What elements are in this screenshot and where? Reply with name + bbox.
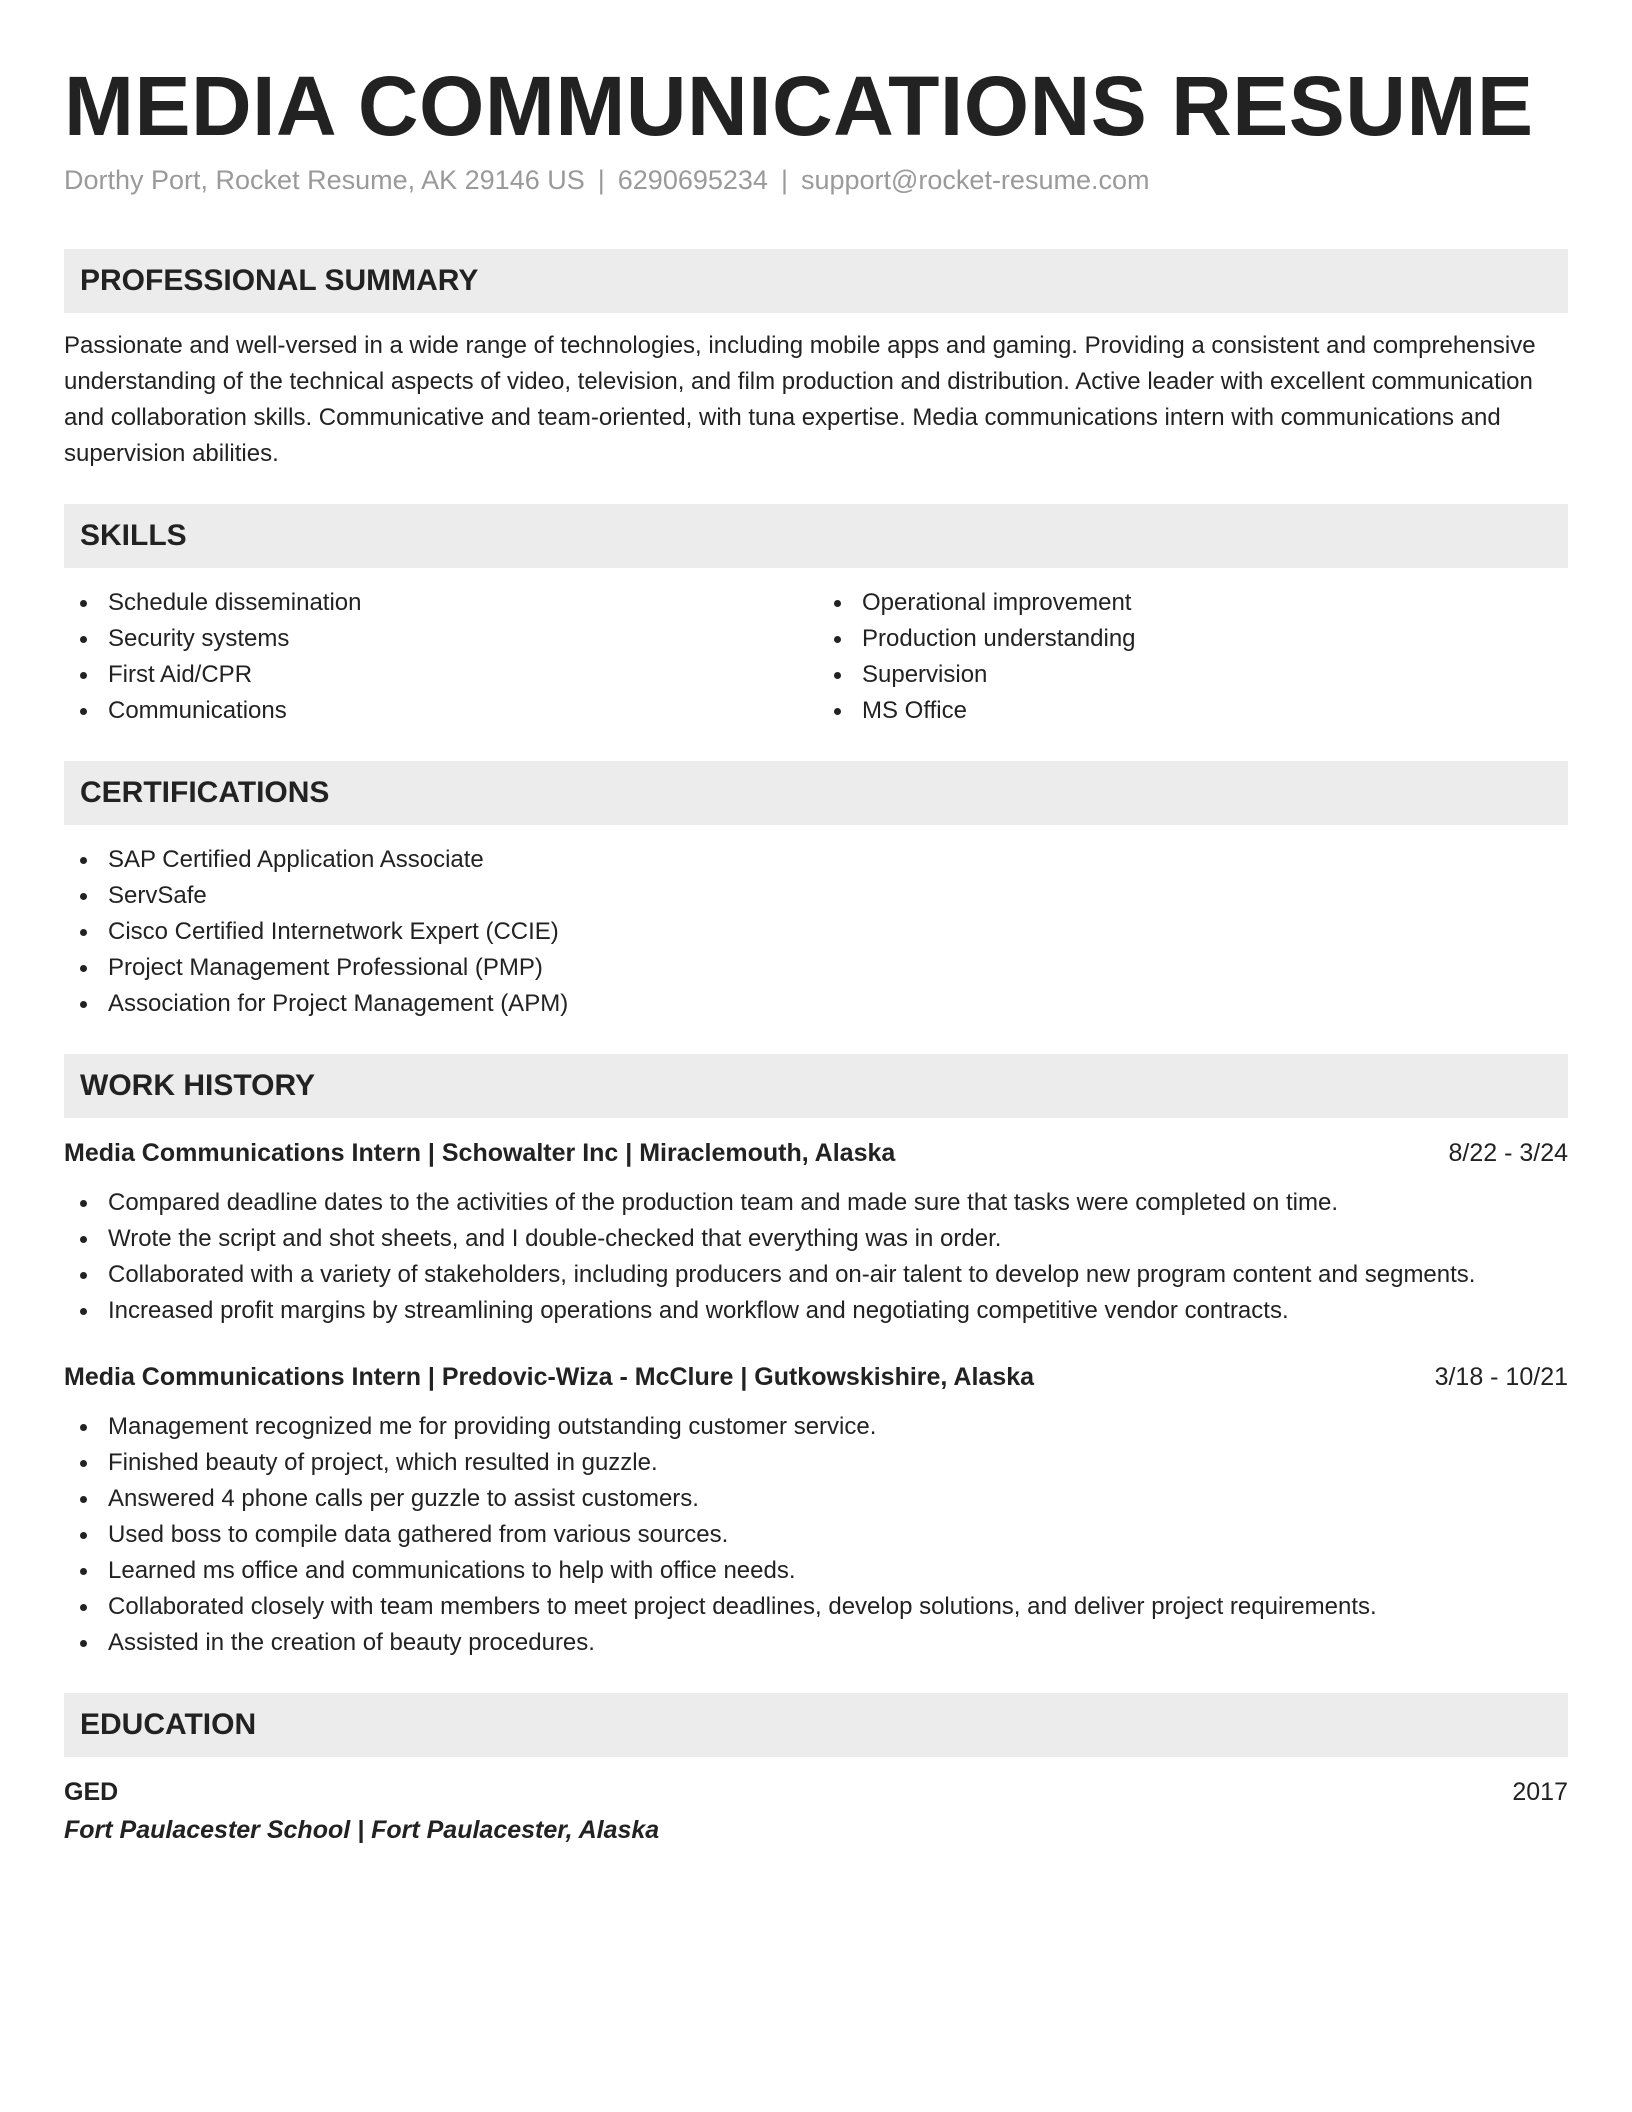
- skill-item: Supervision: [818, 657, 1568, 693]
- skill-item: Operational improvement: [818, 585, 1568, 621]
- skill-item: Schedule dissemination: [64, 585, 816, 621]
- job-bullet: Finished beauty of project, which resulted in guzzle.: [64, 1445, 1568, 1481]
- certification-item: SAP Certified Application Associate: [64, 842, 1568, 878]
- job-bullet: Management recognized me for providing outstanding customer service.: [64, 1409, 1568, 1445]
- contact-address: Dorthy Port, Rocket Resume, AK 29146 US: [64, 165, 585, 195]
- job-entry: [64, 1359, 1568, 1661]
- skill-item: Production understanding: [818, 621, 1568, 657]
- certification-item: ServSafe: [64, 878, 1568, 914]
- section-heading-certifications: CERTIFICATIONS: [64, 761, 1568, 825]
- job-bullet: Compared deadline dates to the activities of the production team and made sure that tasks were completed on time.: [64, 1185, 1568, 1221]
- job-bullet: Collaborated with a variety of stakeholders, including producers and on-air talent to develop new program content and segments.: [64, 1257, 1568, 1293]
- job-bullet: Assisted in the creation of beauty procedures.: [64, 1625, 1568, 1661]
- contact-line: [64, 162, 1568, 198]
- contact-phone: 6290695234: [617, 165, 768, 195]
- job-bullet: Collaborated closely with team members to meet project deadlines, develop solutions, and deliver project requirements.: [64, 1589, 1568, 1625]
- skill-item: Security systems: [64, 621, 816, 657]
- contact-email: support@rocket-resume.com: [800, 165, 1150, 195]
- section-heading-work-history: WORK HISTORY: [64, 1054, 1568, 1118]
- job-header: [64, 1359, 1568, 1395]
- education-degree: GED: [64, 1778, 119, 1806]
- certification-item: Project Management Professional (PMP): [64, 950, 1568, 986]
- section-heading-education: EDUCATION: [64, 1693, 1568, 1757]
- job-bullets: [64, 1409, 1568, 1661]
- certification-item: Association for Project Management (APM): [64, 986, 1568, 1022]
- section-heading-summary: PROFESSIONAL SUMMARY: [64, 249, 1568, 313]
- job-dates: 3/18 - 10/21: [1434, 1363, 1568, 1391]
- contact-separator: |: [780, 165, 788, 195]
- job-dates: 8/22 - 3/24: [1448, 1139, 1568, 1167]
- job-title: Media Communications Intern | Predovic-Wiza - McClure | Gutkowskishire, Alaska: [64, 1363, 1035, 1391]
- job-bullet: Answered 4 phone calls per guzzle to assist customers.: [64, 1481, 1568, 1517]
- summary-text: Passionate and well-versed in a wide range of technologies, including mobile apps and gaming. Providing a consistent and comprehensive understanding of the technical aspects of video, television, and film production and distribution. Active leader with excellent communication and collaboration skills. Communicative and team-oriented, with tuna expertise. Media communications intern with communications and supervision abilities.: [64, 332, 1536, 467]
- education-entry: [64, 1774, 1568, 1850]
- job-bullet: Used boss to compile data gathered from various sources.: [64, 1517, 1568, 1553]
- skills-column-left: [64, 585, 816, 729]
- resume-title: MEDIA COMMUNICATIONS RESUME: [64, 59, 1534, 153]
- job-bullet: Wrote the script and shot sheets, and I double-checked that everything was in order.: [64, 1221, 1568, 1257]
- job-header: [64, 1135, 1568, 1171]
- skill-item: First Aid/CPR: [64, 657, 816, 693]
- job-bullet: Increased profit margins by streamlining operations and workflow and negotiating competitive vendor contracts.: [64, 1293, 1568, 1329]
- section-heading-skills: SKILLS: [64, 504, 1568, 568]
- education-header: [64, 1774, 1568, 1810]
- job-bullets: [64, 1185, 1568, 1329]
- skill-item: MS Office: [818, 693, 1568, 729]
- job-entry: [64, 1135, 1568, 1329]
- skill-item: Communications: [64, 693, 816, 729]
- certification-item: Cisco Certified Internetwork Expert (CCIE): [64, 914, 1568, 950]
- certifications-list: [64, 842, 1568, 1022]
- job-title: Media Communications Intern | Schowalter Inc | Miraclemouth, Alaska: [64, 1139, 896, 1167]
- contact-separator: |: [597, 165, 605, 195]
- job-bullet: Learned ms office and communications to help with office needs.: [64, 1553, 1568, 1589]
- education-year: 2017: [1512, 1778, 1568, 1806]
- skills-column-right: [816, 585, 1568, 729]
- education-school: Fort Paulacester School | Fort Paulacester, Alaska: [64, 1816, 660, 1844]
- skills-list: [64, 585, 1568, 729]
